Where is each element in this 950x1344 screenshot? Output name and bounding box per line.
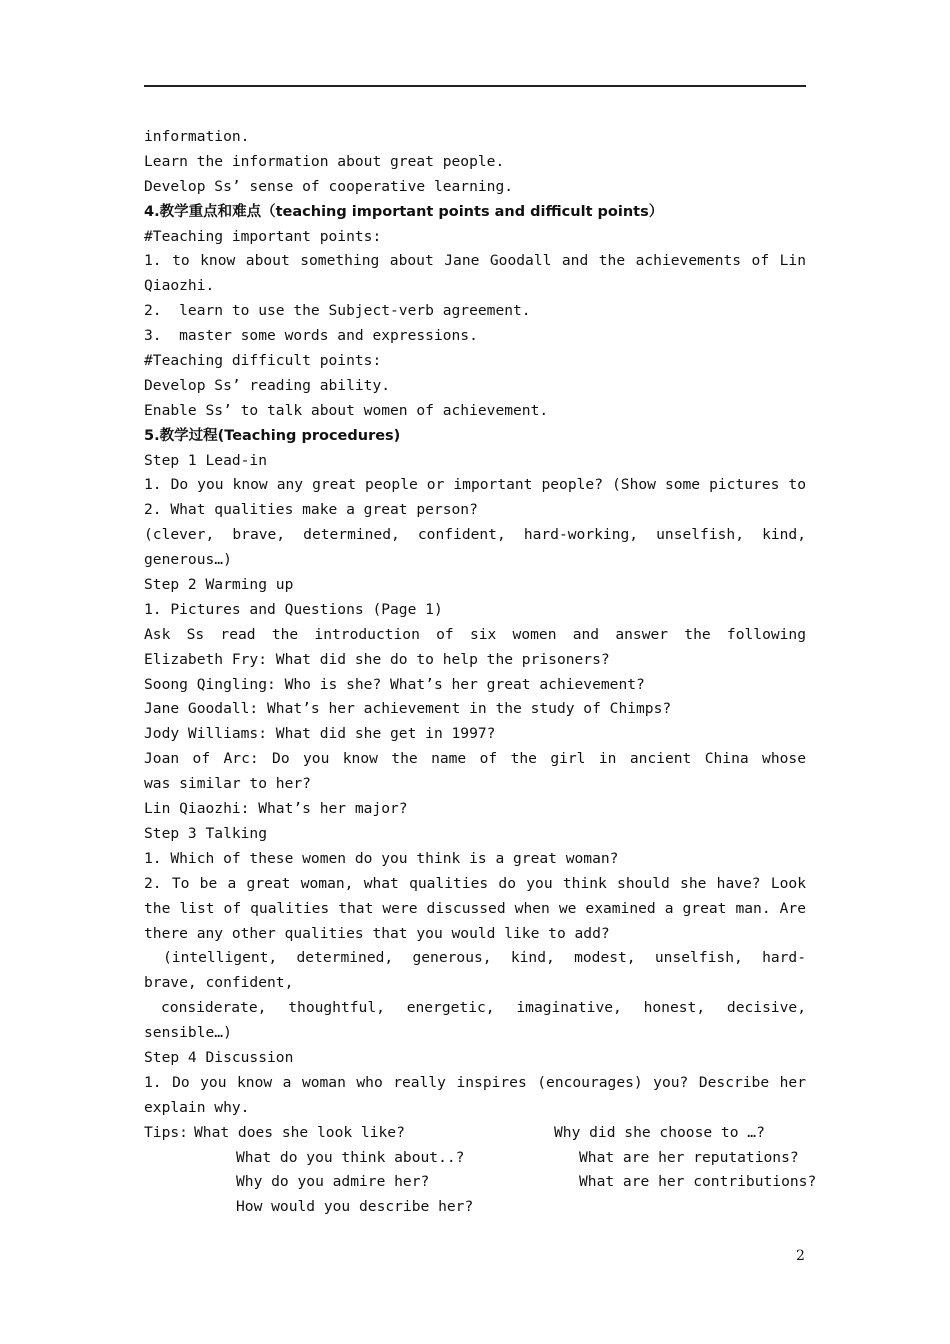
text-line: 2. To be a great woman, what qualities do you think should she have? Look — [144, 874, 806, 892]
tips-row — [144, 1195, 806, 1220]
text-line: brave, confident, — [144, 974, 294, 992]
text-line: Jane Goodall: What’s her achievement in the study of Chimps? — [144, 700, 672, 718]
document-body — [144, 125, 817, 1220]
text-line: there any other qualities that you would like to add? — [144, 924, 610, 942]
text-line: the list of qualities that were discussed when we examined a great man. Are — [144, 899, 806, 917]
text-line: #Teaching important points: — [144, 227, 382, 245]
text-line: was similar to her? — [144, 775, 311, 793]
tip-question: What do you think about..? — [236, 1148, 465, 1166]
text-line: Joan of Arc: Do you know the name of the girl in ancient China whose — [144, 750, 806, 768]
tip-question: What does she look like? — [194, 1123, 405, 1141]
text-line: Elizabeth Fry: What did she do to help the prisoners? — [144, 650, 610, 668]
text-line: 1. Which of these women do you think is a great woman? — [144, 849, 619, 867]
step-heading: Step 1 Lead-in — [144, 451, 268, 469]
tip-question: How would you describe her? — [236, 1198, 474, 1216]
text-line: Lin Qiaozhi: What’s her major? — [144, 800, 408, 818]
text-line: Ask Ss read the introduction of six women and answer the following — [144, 625, 806, 643]
tip-question: What are her contributions? — [579, 1173, 817, 1191]
text-line: 3. master some words and expressions. — [144, 327, 478, 345]
tips-label: Tips: — [144, 1123, 188, 1141]
text-line: 1. Do you know a woman who really inspires (encourages) you? Describe her — [144, 1073, 806, 1091]
section-heading: 4.教学重点和难点（teaching important points and difficult points） — [144, 203, 664, 220]
text-line: #Teaching difficult points: — [144, 352, 382, 370]
text-line: Enable Ss’ to talk about women of achievement. — [144, 401, 549, 419]
tips-row — [144, 1121, 806, 1146]
text-line: Develop Ss’ reading ability. — [144, 376, 391, 394]
tip-question: Why do you admire her? — [236, 1173, 430, 1191]
text-line: explain why. — [144, 1098, 250, 1116]
text-line: generous…) — [144, 551, 232, 569]
text-line: 1. Do you know any great people or important people? (Show some pictures to — [144, 476, 806, 494]
text-line: Learn the information about great people. — [144, 152, 505, 170]
text-line: information. — [144, 128, 250, 145]
text-line: 1. to know about something about Jane Goodall and the achievements of Lin — [144, 252, 806, 270]
text-line: (clever, brave, determined, confident, hard-working, unselfish, kind, — [144, 526, 806, 544]
text-line: Soong Qingling: Who is she? What’s her great achievement? — [144, 675, 645, 693]
text-line: considerate, thoughtful, energetic, imaginative, honest, decisive, — [161, 999, 806, 1017]
tips-row — [144, 1146, 806, 1171]
text-line: 2. What qualities make a great person? — [144, 501, 478, 519]
text-line: (intelligent, determined, generous, kind, modest, unselfish, hard- — [163, 949, 806, 967]
text-line: sensible…) — [144, 1024, 232, 1042]
text-line: Jody Williams: What did she get in 1997? — [144, 725, 496, 743]
tip-question: What are her reputations? — [579, 1148, 799, 1166]
step-heading: Step 4 Discussion — [144, 1048, 294, 1066]
text-line: 2. learn to use the Subject-verb agreement. — [144, 302, 531, 320]
text-line: Qiaozhi. — [144, 277, 215, 295]
tip-question: Why did she choose to …? — [554, 1123, 765, 1141]
text-line: Develop Ss’ sense of cooperative learning. — [144, 177, 514, 195]
step-heading: Step 3 Talking — [144, 824, 268, 842]
tips-row — [144, 1170, 817, 1195]
page-number: 2 — [796, 1248, 805, 1264]
header-rule — [144, 85, 806, 87]
text-line: 1. Pictures and Questions (Page 1) — [144, 600, 443, 618]
section-heading: 5.教学过程(Teaching procedures) — [144, 427, 401, 444]
step-heading: Step 2 Warming up — [144, 576, 294, 594]
